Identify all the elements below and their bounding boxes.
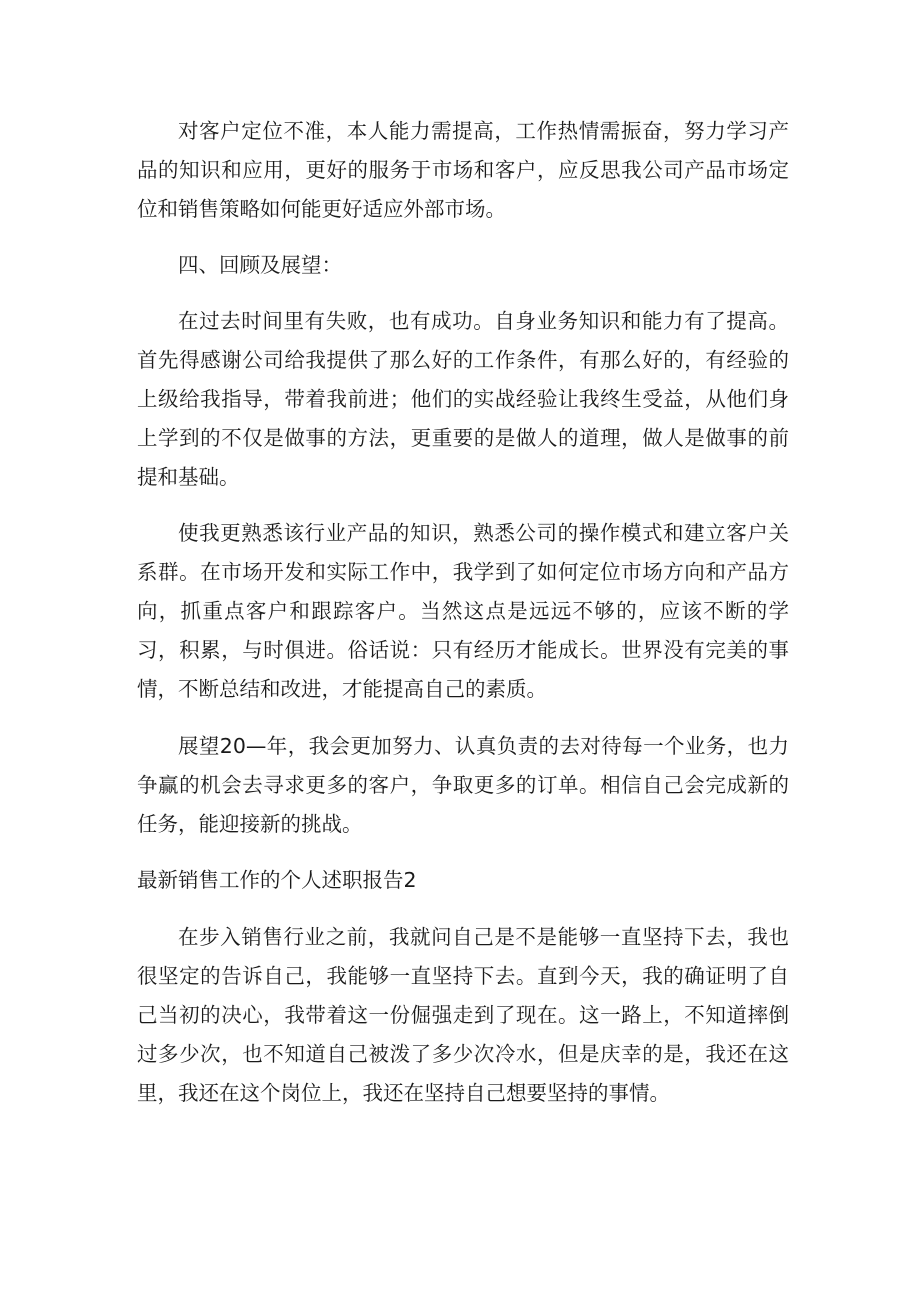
- paragraph-industry-knowledge: 使我更熟悉该行业产品的知识，熟悉公司的操作模式和建立客户关系群。在市场开发和实际工作中，我学到了如何定位市场方向和产品方向，抓重点客户和跟踪客户。当然这点是远远不够的，应该不断的学习，积累，与时俱进。俗话说：只有经历才能成长。世界没有完美的事情，不断总结和改进，才能提高自己的素质。: [137, 521, 789, 701]
- section-title: 最新销售工作的个人述职报告2: [137, 868, 417, 892]
- document-body: [137, 112, 789, 1113]
- paragraph-persistence: 在步入销售行业之前，我就问自己是不是能够一直坚持下去，我也很坚定的告诉自己，我能够一直坚持下去。直到今天，我的确证明了自己当初的决心，我带着这一份倔强走到了现在。这一路上，不知道摔倒过多少次，也不知道自己被泼了多少次冷水，但是庆幸的是，我还在这里，我还在这个岗位上，我还在坚持自己想要坚持的事情。: [137, 925, 789, 1105]
- paragraph-review-heading: 四、回顾及展望：: [178, 253, 342, 277]
- paragraph-outlook: 展望20—年，我会更加努力、认真负责的去对待每一个业务，也力争赢的机会去寻求更多的客户，争取更多的订单。相信自己会完成新的任务，能迎接新的挑战。: [137, 734, 789, 836]
- paragraph-past-review: 在过去时间里有失败，也有成功。自身业务知识和能力有了提高。首先得感谢公司给我提供了那么好的工作条件，有那么好的，有经验的上级给我指导，带着我前进；他们的实战经验让我终生受益，从他们身上学到的不仅是做事的方法，更重要的是做人的道理，做人是做事的前提和基础。: [137, 309, 789, 489]
- paragraph-customer-positioning: 对客户定位不准，本人能力需提高，工作热情需振奋，努力学习产品的知识和应用，更好的服务于市场和客户，应反思我公司产品市场定位和销售策略如何能更好适应外部市场。: [137, 119, 789, 221]
